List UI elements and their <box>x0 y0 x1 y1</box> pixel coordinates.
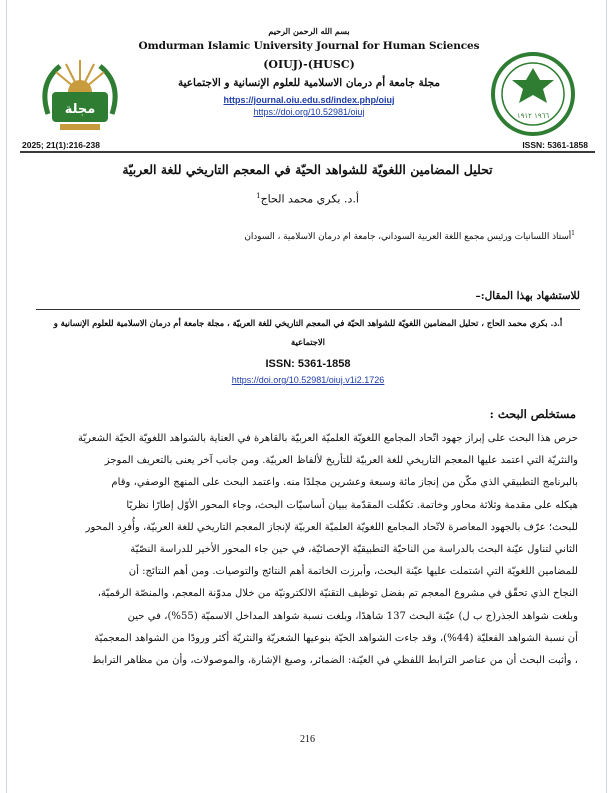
journal-url-link[interactable]: https://journal.oiu.edu.sd/index.php/oiuj <box>223 95 395 105</box>
abstract-line: بالبرنامج التطبيقي الذي مكّن من إنجاز مائة وسبعة وعشرين مجلدًا منه. واعتمد البحث على المنهج الوصفي، وقام <box>111 477 578 489</box>
abstract-line: الثاني لتناول عيّنة البحث بالدراسة من الناحيّة التطبيقيّة الإحصائيّة، في حين جاء المحور الأخير للدراسة النصّيّة <box>130 544 578 556</box>
article-author <box>40 192 575 206</box>
abstract-line: والنثريّة التي اعتمد عليها المعجم التاريخي للغة العربيّة للتأريخ لألفاظ العربيّة. ومن جانب آخر يعنى بالتعريف الموجز <box>104 455 578 467</box>
journal-abbr: (OIUJ)-(HUSC) <box>263 58 355 71</box>
journal-name-en: Omdurman Islamic University Journal for Human Sciences <box>138 40 480 52</box>
author-name: أ.د. بكري محمد الحاج <box>260 192 359 206</box>
journal-doi-link[interactable]: https://doi.org/10.52981/oiuj <box>253 107 365 117</box>
abstract-body <box>40 428 578 672</box>
article-title: تحليل المضامين اللغويّة للشواهد الحيّة في المعجم التاريخي للغة العربيّة <box>122 162 493 177</box>
journal-name-ar: مجلة جامعة أم درمان الاسلامية للعلوم الإنسانية و الاجتماعية <box>177 77 441 89</box>
citation-issn: ISSN: 5361-1858 <box>265 358 351 370</box>
abstract-line: وبلغت شواهد الجذر(ج ب ل) عيّنة البحث 137 شاهدًا، وبلغت نسبة شواهد المداخل الاسميّة (55%)، في حين <box>127 610 578 622</box>
page-edge-right <box>606 0 607 793</box>
abstract-line: هيكله على مقدمة وثلاثة محاور وخاتمة. تكفّلت المقدّمة ببيان أساسيّات البحث، وجاء المحور الأوّل إطارًا نظريًا <box>126 499 578 511</box>
citation-text: أ.د. بكري محمد الحاج ، تحليل المضامين اللغويّة للشواهد الحيّة في المعجم التاريخي للغة العربيّة ، مجلة جامعة أم درمان الاسلامية للعلوم الإنسانية و الاجتماعية <box>53 318 563 347</box>
university-seal <box>488 50 578 138</box>
abstract-line: ، وأثبت البحث أن من عناصر الترابط اللفظي في العيّنة: الضمائر، وصيغ الإشارة، والموصولات، وأن من مظاهر الترابط <box>92 655 578 667</box>
affiliation-text: أستاذ اللسانيات ورئيس مجمع اللغة العربية السوداني، جامعة ام درمان الاسلامية ، السودان <box>244 231 572 242</box>
logo-left-text: مجلة <box>64 102 96 117</box>
header-center <box>134 20 484 117</box>
abstract-line: للمضامين اللغويّة التي اشتملت عليها عيّنة البحث، وأبرزت الخاتمة أهم النتائج والتوصيات. ومن أهم النتائج: أن <box>128 566 578 578</box>
page-edge-left <box>6 0 7 793</box>
basmala: بسم الله الرحمن الرحيم <box>268 26 350 36</box>
page-number: 216 <box>300 734 315 745</box>
author-sup: 1 <box>256 192 261 200</box>
citation-heading: للاستشهاد بهذا المقال:– <box>475 290 580 302</box>
journal-header <box>22 20 594 150</box>
abstract-line: النجاح الذي تحقّق في مشروع المعجم تم بفضل توظيف التقنيّة الالكترونيّة من خلال مدوّنة المعجم، والمنصّة الرقميّة، <box>97 588 578 600</box>
journal-logo <box>30 50 130 138</box>
volume-pages: 2025; 21(1):216-238 <box>22 140 100 150</box>
citation-doi-link[interactable]: https://doi.org/10.52981/oiuj.v1i2.1726 <box>231 375 385 385</box>
author-affiliation <box>40 230 575 242</box>
abstract-heading: مستخلص البحث : <box>489 407 576 421</box>
abstract-line: حرص هذا البحث على إبراز جهود اتّحاد المجامع اللغويّة العلميّة العربيّة بالقاهرة في العناية بالشواهد اللغويّة الحيّة الشعريّة <box>77 433 578 444</box>
header-issn: ISSN: 5361-1858 <box>522 140 588 150</box>
citation-box <box>36 309 580 400</box>
abstract-line: أن نسبة الشواهد الفعليّة (44%)، وقد جاءت الشواهد الحيّة بنوعيها الشعريّة والنثريّة أكثر ورودًا من الشواهد المعجميّة <box>94 632 578 644</box>
abstract-line: للبحث؛ عرّف بالجهود المعاصرة لاتّحاد المجامع اللغويّة العلميّة العربيّة لإنجاز المعجم التاريخي للغة العربيّة، وأُفرِد المحور <box>85 521 578 533</box>
seal-years: ١٩٦٦ ١٩١٢ <box>516 112 550 120</box>
header-divider <box>20 151 595 153</box>
affiliation-sup: 1 <box>571 230 575 237</box>
